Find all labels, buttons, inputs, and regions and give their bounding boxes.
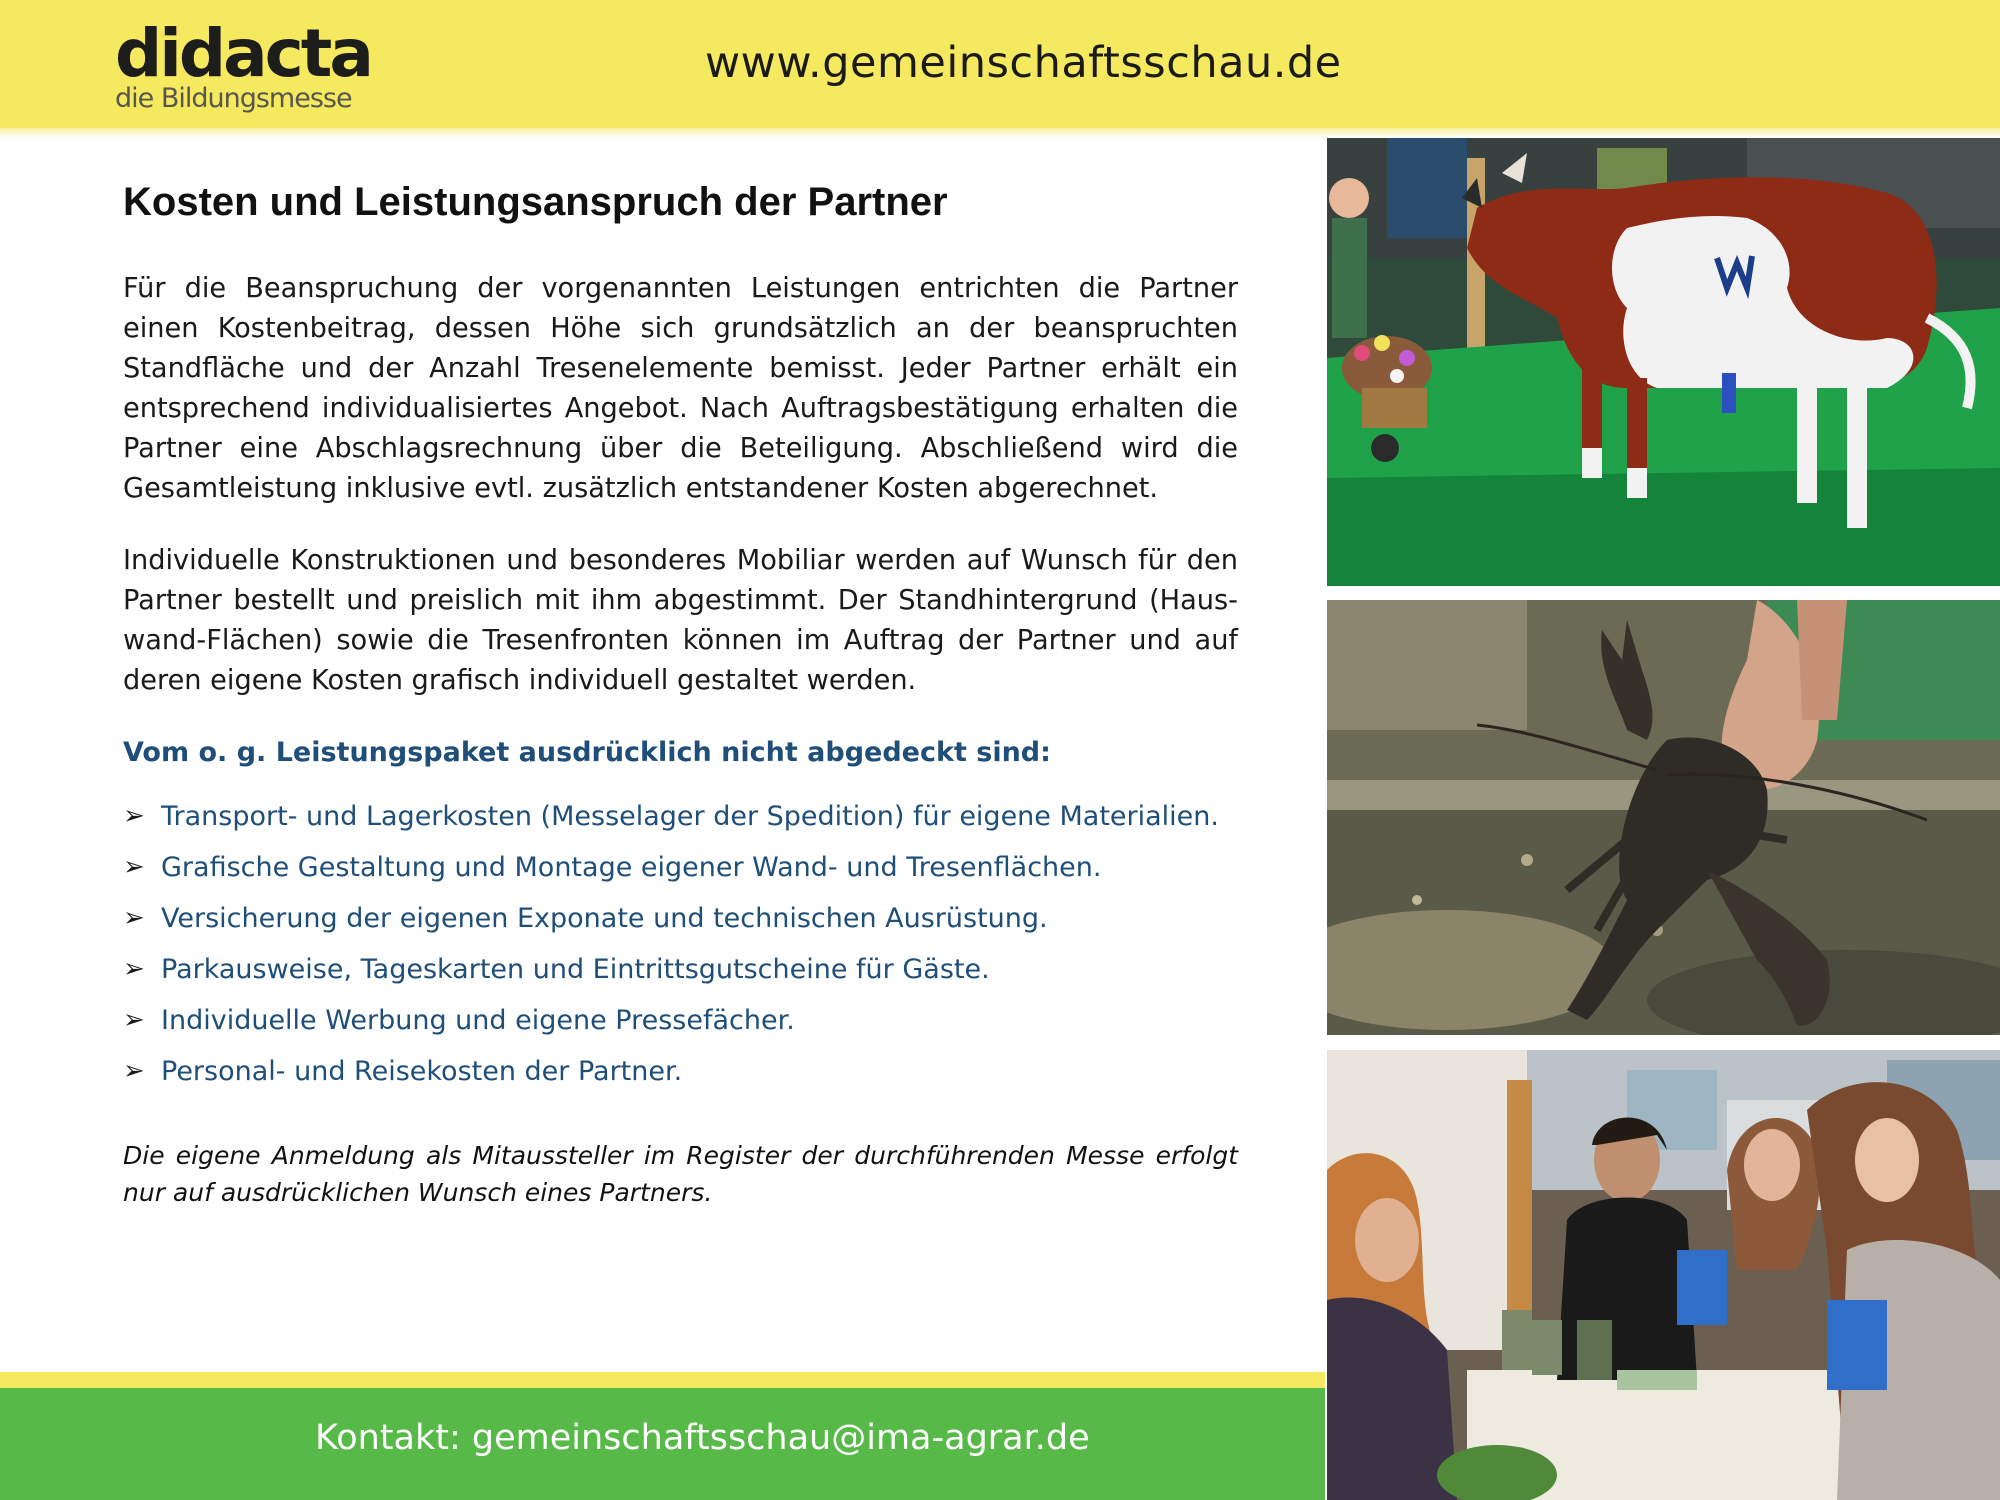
list-item — [123, 944, 1238, 995]
list-item-text: Versicherung der eigenen Exponate und technischen Ausrüstung. — [161, 903, 1048, 934]
page-title: Kosten und Leistungsanspruch der Partner — [123, 180, 948, 224]
list-item — [123, 995, 1238, 1046]
arrow-bullet-icon: ➢ — [123, 1056, 145, 1086]
registration-note: Die eigene Anmeldung als Mitaussteller im Register der durchführenden Messe erfolgt nur auf ausdrücklichen Wunsch eines Partners. — [123, 1141, 1238, 1207]
list-item — [123, 1046, 1238, 1097]
list-item-text: Parkausweise, Tageskarten und Eintrittsgutscheine für Gäste. — [161, 954, 990, 985]
main-content — [123, 180, 1238, 1211]
list-item-text: Transport- und Lagerkosten (Messelager der Spedition) für eigene Materialien. — [161, 801, 1219, 832]
list-item-text: Personal- und Reisekosten der Partner. — [161, 1056, 683, 1087]
arrow-bullet-icon: ➢ — [123, 1005, 145, 1035]
crayfish-photo — [1327, 600, 2000, 1035]
footer-stripe — [0, 1372, 1325, 1388]
website-url[interactable]: www.gemeinschaftsschau.de — [705, 38, 1342, 88]
exclusions-list — [123, 791, 1238, 1097]
logo-wordmark: didacta — [115, 15, 371, 92]
list-item-text: Grafische Gestaltung und Montage eigener Wand- und Tresenflächen. — [161, 852, 1102, 883]
cow-model-photo — [1327, 138, 2000, 586]
construction-paragraph: Individuelle Konstruktionen und besonderes Mobiliar werden auf Wunsch für den Partner bestellt und preislich mit ihm abgestimmt. Der Standhintergrund (Haus-wand-Flächen) sowie die Tresenfronten können im Auftrag der Partner und auf deren eigene Kosten grafisch individuell gestaltet werden. — [123, 545, 1238, 696]
list-item-text: Individuelle Werbung und eigene Pressefächer. — [161, 1005, 795, 1036]
arrow-bullet-icon: ➢ — [123, 903, 145, 933]
exclusions-heading: Vom o. g. Leistungspaket ausdrücklich nicht abgedeckt sind: — [123, 737, 1051, 768]
list-item — [123, 893, 1238, 944]
didacta-logo[interactable] — [115, 15, 371, 114]
list-item — [123, 842, 1238, 893]
arrow-bullet-icon: ➢ — [123, 852, 145, 882]
header-divider — [0, 128, 2000, 138]
students-at-stand-photo — [1327, 1050, 2000, 1500]
arrow-bullet-icon: ➢ — [123, 801, 145, 831]
contact-email[interactable]: Kontakt: gemeinschaftsschau@ima-agrar.de — [315, 1418, 1090, 1458]
cost-paragraph: Für die Beanspruchung der vorgenannten Leistungen entrichten die Partner einen Kostenbeitrag, dessen Höhe sich grundsätzlich an der beanspruchten Standfläche und der Anzahl Tresenelemente bemisst. Jeder Partner erhält ein entsprechend individualisiertes Angebot. Nach Auftragsbestätigung erhalten die Partner eine Abschlagsrechnung über die Beteiligung. Abschließend wird die Gesamtleistung inklusive evtl. zusätzlich entstandener Kosten abgerechnet. — [123, 273, 1238, 504]
arrow-bullet-icon: ➢ — [123, 954, 145, 984]
logo-tagline: die Bildungsmesse — [115, 83, 352, 114]
list-item — [123, 791, 1238, 842]
